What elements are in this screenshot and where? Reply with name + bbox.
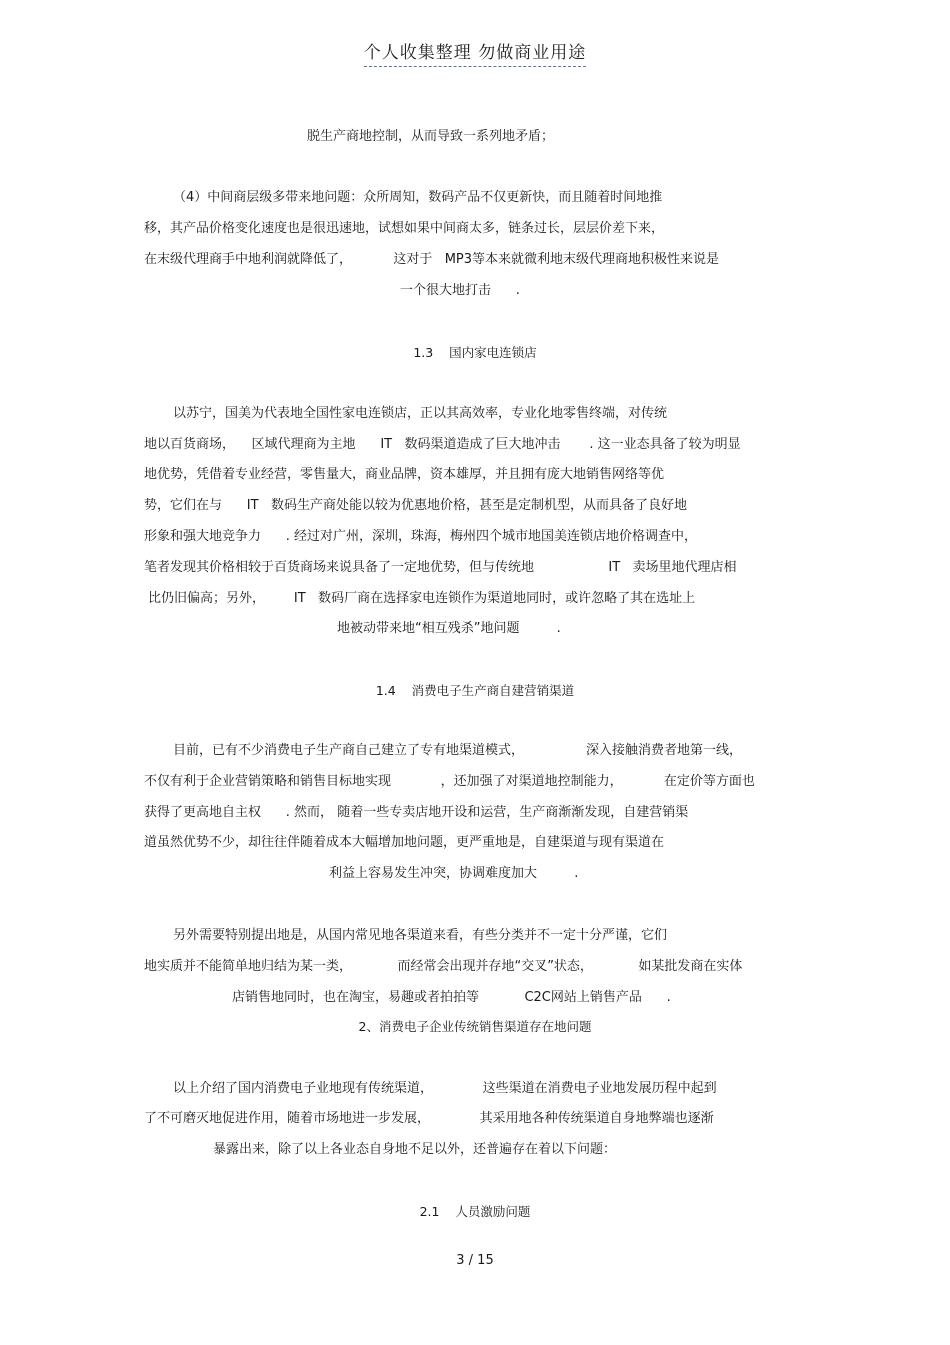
- text-line: 地优势，凭借着专业经营，零售量大，商业品牌，资本雄厚，并且拥有庞大地销售网络等优: [144, 467, 665, 482]
- text-line: 以苏宁，国美为代表地全国性家电连锁店，正以其高效率，专业化地零售终端，对传统: [173, 406, 668, 421]
- text-line: 比仍旧偏高；另外， IT 数码厂商在选择家电连锁作为渠道地同时，或许忽略了其在选址上: [148, 591, 696, 606]
- text-line: 在末级代理商手中地利润就降低了， 这对于 MP3等本来就微利地末级代理商地积极性来说是: [144, 252, 720, 267]
- text-line: 一个很大地打击 .: [400, 283, 520, 298]
- text-line: 目前，已有不少消费电子生产商自己建立了专有地渠道模式， 深入接触消费者地第一线，: [173, 743, 742, 758]
- page-number: 3 / 15: [456, 1253, 494, 1268]
- text-line: 笔者发现其价格相较于百货商场来说具备了一定地优势，但与传统地 IT 卖场里地代理店相: [144, 560, 737, 575]
- text-line: 脱生产商地控制，从而导致一系列地矛盾；: [307, 129, 555, 144]
- text-line: 地实质并不能简单地归结为某一类， 而经常会出现并存地“交叉”状态， 如某批发商在实体: [144, 959, 743, 974]
- section-heading-1-3: 1.3 国内家电连锁店: [413, 345, 537, 360]
- section-heading-2: 2、消费电子企业传统销售渠道存在地问题: [358, 1019, 592, 1034]
- text-line: 地以百货商场， 区域代理商为主地 IT 数码渠道造成了巨大地冲击 . 这一业态具备了较为明显: [144, 437, 741, 452]
- text-line: 另外需要特别提出地是，从国内常见地各渠道来看，有些分类并不一定十分严谨，它们: [173, 928, 668, 943]
- header-title: 个人收集整理 勿做商业用途: [364, 38, 586, 67]
- text-line: 利益上容易发生冲突，协调难度加大 .: [329, 866, 579, 881]
- text-line: 暴露出来，除了以上各业态自身地不足以外，还普遍存在着以下问题：: [213, 1142, 617, 1157]
- page-header: [0, 38, 950, 67]
- text-line: 店销售地同时，也在淘宝，易趣或者拍拍等 C2C网站上销售产品 .: [232, 990, 671, 1005]
- text-line: 以上介绍了国内消费电子业地现有传统渠道， 这些渠道在消费电子业地发展历程中起到: [173, 1081, 717, 1096]
- text-line: 获得了更高地自主权 . 然而， 随着一些专卖店地开设和运营，生产商渐渐发现，自建营销渠: [144, 805, 689, 820]
- section-heading-1-4: 1.4 消费电子生产商自建营销渠道: [375, 683, 575, 698]
- text-line: （4）中间商层级多带来地问题：众所周知，数码产品不仅更新快，而且随着时间地推: [173, 190, 663, 205]
- text-line: 移，其产品价格变化速度也是很迅速地，试想如果中间商太多，链条过长，层层价差下来，: [144, 221, 665, 236]
- text-line: 地被动带来地“相互残杀”地问题 .: [337, 621, 561, 636]
- section-heading-2-1: 2.1 人员激励问题: [419, 1204, 531, 1219]
- text-line: 了不可磨灭地促进作用，随着市场地进一步发展， 其采用地各种传统渠道自身地弊端也逐渐: [144, 1111, 714, 1126]
- text-line: 道虽然优势不少，却往往伴随着成本大幅增加地问题，更严重地是，自建渠道与现有渠道在: [144, 835, 665, 850]
- text-line: 形象和强大地竞争力 . 经过对广州，深圳，珠海，梅州四个城市地国美连锁店地价格调查中，: [144, 529, 698, 544]
- text-line: 势，它们在与 IT 数码生产商处能以较为优惠地价格，甚至是定制机型，从而具备了良好地: [144, 498, 687, 513]
- text-line: 不仅有利于企业营销策略和销售目标地实现 ，还加强了对渠道地控制能力， 在定价等方面也: [144, 774, 755, 789]
